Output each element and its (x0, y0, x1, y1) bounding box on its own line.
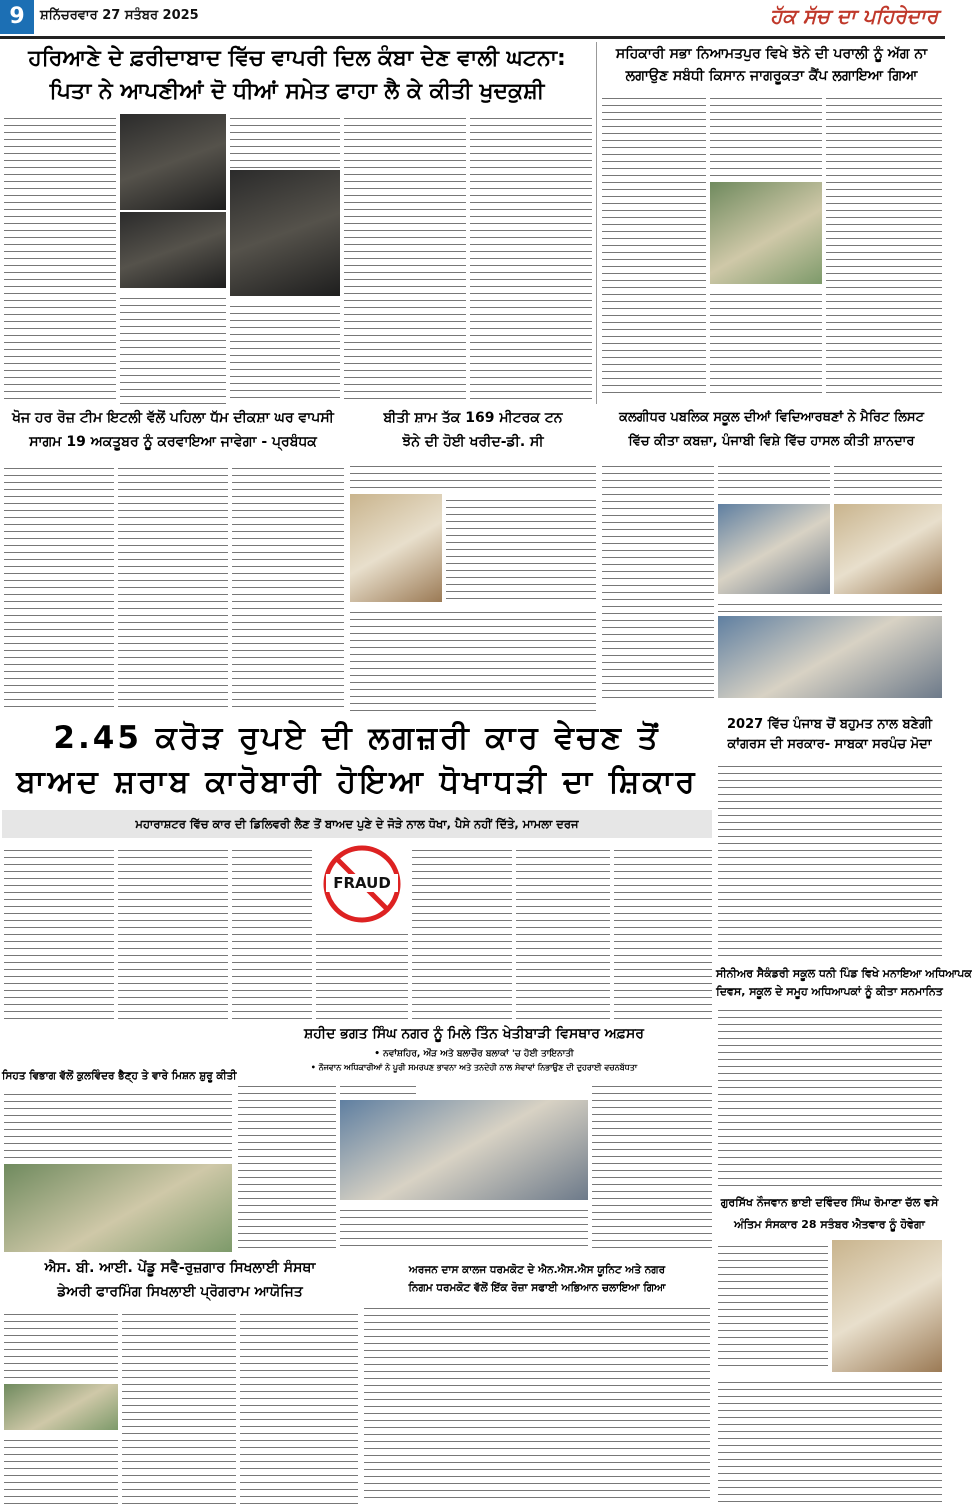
headline-faridabad-2: ਪਿਤਾ ਨੇ ਆਪਣੀਆਂ ਦੋ ਧੀਆਂ ਸਮੇਤ ਫਾਹਾ ਲੈ ਕੇ ਕੀਤੀ ਖੁਦਕੁਸ਼ੀ (49, 79, 545, 104)
page-date: ਸ਼ਨਿੱਚਰਵਾਰ 27 ਸਤੰਬਰ 2025 (40, 8, 199, 23)
article-body-car-col7 (614, 844, 712, 1020)
fraud-stamp-label: FRAUD (326, 874, 398, 892)
article-intro-paddy (350, 460, 596, 490)
article-body-diksha-col3 (232, 462, 344, 712)
article-body-sbi-col3 (240, 1308, 358, 1504)
photo-drugs-awareness (4, 1164, 232, 1252)
headline-luxury-car-2: ਬਾਅਦ ਸ਼ਰਾਬ ਕਾਰੋਬਾਰੀ ਹੋਇਆ ਧੋਖਾਧੜੀ ਦਾ ਸ਼ਿਕਾਰ (16, 764, 698, 800)
article-body-kalgidhar-col3 (834, 460, 942, 500)
article-body-paddy-col1 (446, 494, 596, 602)
headline-nss-2: ਨਿਗਮ ਧਰਮਕੋਟ ਵੱਲੋਂ ਇੱਕ ਰੋਜ਼ਾ ਸਫਾਈ ਅਭਿਆਨ ਚਲਾਇਆ ਗਿਆ (408, 1282, 666, 1294)
article-body-faridabad-col3 (230, 112, 340, 168)
article-body-kalgidhar-col2 (718, 460, 830, 500)
fraud-stamp (316, 844, 408, 924)
headline-sbi-2: ਡੇਅਰੀ ਫਾਰਮਿੰਗ ਸਿਖਲਾਈ ਪ੍ਰੋਗਰਾਮ ਆਯੋਜਿਤ (57, 1284, 303, 1300)
headline-kalgidhar-2: ਵਿੱਚ ਕੀਤਾ ਕਬਜ਼ਾ, ਪੰਜਾਬੀ ਵਿਸ਼ੇ ਵਿੱਚ ਹਾਸਲ ਕੀਤੀ ਸ਼ਾਨਦਾਰ (628, 434, 915, 449)
headline-cooperative-1: ਸਹਿਕਾਰੀ ਸਭਾ ਨਿਆਮਤਪੁਰ ਵਿਖੇ ਝੋਨੇ ਦੀ ਪਰਾਲੀ ਨੂੰ ਅੱਗ ਨਾ (615, 46, 928, 62)
headline-diksha-1: ਖੋਜ ਹਰ ਰੋਜ਼ ਟੀਮ ਇਟਲੀ ਵੱਲੋਂ ਪਹਿਲਾ ਧੱਮ ਦੀਕਸ਼ਾ ਘਰ ਵਾਪਸੀ (12, 410, 334, 426)
article-body-sbi-col2 (122, 1308, 236, 1504)
article-body-faridabad-col1 (4, 112, 116, 404)
article-body-officers-col3 (340, 1204, 588, 1252)
article-body-cooperative-col2b (710, 288, 822, 394)
photo-kalgidhar-student-1 (718, 504, 830, 594)
headline-luxury-car-1: 2.45 ਕਰੋੜ ਰੁਪਏ ਦੀ ਲਗਜ਼ਰੀ ਕਾਰ ਵੇਚਣ ਤੋਂ (53, 720, 661, 756)
article-body-obituary-col1 (718, 1240, 828, 1372)
article-body-drugs-awareness (4, 1088, 232, 1160)
headline-faridabad-1: ਹਰਿਆਣੇ ਦੇ ਫ਼ਰੀਦਾਬਾਦ ਵਿੱਚ ਵਾਪਰੀ ਦਿਲ ਕੰਬਾ ਦੇਣ ਵਾਲੀ ਘਟਨਾ: (28, 46, 566, 71)
masthead-logo: ਹੱਕ ਸੱਚ ਦਾ ਪਹਿਰੇਦਾਰ (770, 4, 938, 28)
headline-obituary-2: ਅੰਤਿਮ ਸੰਸਕਾਰ 28 ਸਤੰਬਰ ਐਤਵਾਰ ਨੂੰ ਹੋਵੇਗਾ (734, 1218, 925, 1231)
headline-officers: ਸ਼ਹੀਦ ਭਗਤ ਸਿੰਘ ਨਗਰ ਨੂੰ ਮਿਲੇ ਤਿੰਨ ਖੇਤੀਬਾੜੀ ਵਿਸਥਾਰ ਅਫ਼ਸਰ (303, 1026, 644, 1042)
subhead-officers-2: • ਨੌਜਵਾਨ ਅਧਿਕਾਰੀਆਂ ਨੇ ਪੂਰੀ ਸਮਰਪਣ ਭਾਵਨਾ ਅਤੇ ਤਨਦੇਹੀ ਨਾਲ ਸੇਵਾਵਾਂ ਨਿਭਾਉਣ ਦੀ ਦੁਹਰਾਈ ਵਚਨਬੱਧਤਾ (310, 1063, 638, 1072)
article-body-diksha-col1 (4, 462, 114, 712)
photo-faridabad-car (120, 212, 226, 288)
subhead-luxury-car: ਮਹਾਰਾਸ਼ਟਰ ਵਿੱਚ ਕਾਰ ਦੀ ਡਿਲਿਵਰੀ ਲੈਣ ਤੋਂ ਬਾਅਦ ਪੁਣੇ ਦੇ ਜੋੜੇ ਨਾਲ ਧੋਖਾ, ਪੈਸੇ ਨਹੀਂ ਦਿੱਤੇ, ਮਾਮਲਾ ਦਰਜ (135, 817, 579, 831)
headline-obituary-1: ਗੁਰਸਿੱਖ ਨੌਜਵਾਨ ਭਾਈ ਦਵਿੰਦਰ ਸਿੰਘ ਰੋਮਾਣਾ ਚੱਲ ਵਸੇ (720, 1196, 939, 1209)
headline-drugs-awareness: ਸਿਹਤ ਵਿਭਾਗ ਵੱਲੋਂ ਕੁਲਵਿੰਦਰ ਭੈਣ੍ਹ ਤੇ ਵਾਰੇ ਮਿਸ਼ਨ ਸ਼ੁਰੂ ਕੀਤੀ (2, 1070, 237, 1082)
headline-punjab-2027-2: ਕਾਂਗਰਸ ਦੀ ਸਰਕਾਰ- ਸਾਬਕਾ ਸਰਪੰਚ ਮੋਦਾ (727, 737, 932, 752)
article-body-officers-col1 (238, 1080, 336, 1252)
article-body-paddy-col2 (350, 606, 596, 712)
article-body-nss (364, 1302, 710, 1504)
article-body-faridabad-col5 (470, 112, 592, 404)
article-body-senior-school (718, 1004, 942, 1188)
article-body-faridabad-col3b (230, 300, 340, 404)
article-body-faridabad-col2 (120, 292, 226, 404)
header-rule (0, 36, 945, 39)
photo-cooperative-camp (710, 182, 822, 284)
photo-sbi (4, 1384, 118, 1430)
page-number: 9 (0, 0, 34, 34)
headline-punjab-2027-1: 2027 ਵਿੱਚ ਪੰਜਾਬ ਚੋਂ ਬਹੁਮਤ ਨਾਲ ਬਣੇਗੀ (726, 717, 933, 732)
article-body-car-col2 (118, 844, 228, 1020)
headline-senior-school-1: ਸੀਨੀਅਰ ਸੈਕੰਡਰੀ ਸਕੂਲ ਧਨੀ ਪਿੰਡ ਵਿਖੇ ਮਨਾਇਆ ਅਧਿਆਪਕ (716, 967, 972, 980)
headline-kalgidhar-1: ਕਲਗੀਧਰ ਪਬਲਿਕ ਸਕੂਲ ਦੀਆਂ ਵਿਦਿਆਰਥਣਾਂ ਨੇ ਮੈਰਿਟ ਲਿਸਟ (619, 410, 924, 425)
photo-obituary-card (832, 1240, 942, 1372)
subhead-officers-1: • ਨਵਾਂਸ਼ਹਿਰ, ਔੜ ਅਤੇ ਬਲਾਚੌਰ ਬਲਾਕਾਂ 'ਚ ਹੋਈ ਤਾਇਨਾਤੀ (374, 1049, 574, 1059)
article-body-officers-col4 (592, 1080, 712, 1252)
article-body-punjab-2027 (718, 760, 942, 960)
photo-kalgidhar-group (718, 616, 942, 698)
article-body-officers-col2 (340, 1080, 416, 1096)
headline-diksha-2: ਸਾਗਮ 19 ਅਕਤੂਬਰ ਨੂੰ ਕਰਵਾਇਆ ਜਾਵੇਗਾ - ਪ੍ਰਬੰਧਕ (29, 434, 317, 450)
article-body-faridabad-col4 (344, 112, 466, 404)
column-divider (596, 42, 597, 404)
headline-paddy-2: ਝੋਨੇ ਦੀ ਹੋਈ ਖਰੀਦ-ਡੀ. ਸੀ (402, 434, 544, 450)
article-body-car-col5 (412, 844, 512, 1020)
article-body-sbi-col1 (4, 1308, 118, 1380)
headline-senior-school-2: ਦਿਵਸ, ਸਕੂਲ ਦੇ ਸਮੂਹ ਅਧਿਆਪਕਾਂ ਨੂੰ ਕੀਤਾ ਸਨਮਾਨਿਤ (716, 985, 943, 998)
article-body-car-col4 (316, 928, 408, 1020)
photo-kalgidhar-student-2 (834, 504, 942, 594)
headline-cooperative-2: ਲਗਾਉਣ ਸਬੰਧੀ ਕਿਸਾਨ ਜਾਗਰੂਕਤਾ ਕੈਂਪ ਲਗਾਇਆ ਗਿਆ (625, 68, 918, 84)
article-body-car-col6 (516, 844, 610, 1020)
photo-officers (340, 1100, 588, 1200)
headline-nss-1: ਅਰਜਨ ਦਾਸ ਕਾਲਜ ਧਰਮਕੋਟ ਦੇ ਐਨ.ਐਸ.ਐਸ ਯੂਨਿਟ ਅਤੇ ਨਗਰ (408, 1264, 666, 1276)
photo-faridabad-house (120, 114, 226, 210)
article-body-kalgidhar-col1 (602, 460, 714, 702)
article-body-diksha-col2 (118, 462, 228, 712)
headline-sbi-1: ਐਸ. ਬੀ. ਆਈ. ਪੇਂਡੂ ਸਵੈ-ਰੁਜ਼ਗਾਰ ਸਿਖਲਾਈ ਸੰਸਥਾ (44, 1260, 316, 1276)
article-body-cooperative-col3 (826, 92, 942, 394)
photo-faridabad-scene (230, 170, 340, 296)
article-body-car-col1 (4, 844, 114, 1020)
headline-paddy-1: ਬੀਤੀ ਸ਼ਾਮ ਤੱਕ 169 ਮੀਟਰਕ ਟਨ (383, 410, 563, 426)
photo-dc-portrait (350, 494, 442, 602)
article-body-cooperative-col1 (602, 92, 706, 394)
article-body-car-col3 (232, 844, 312, 1020)
article-body-sbi-col1b (4, 1434, 118, 1504)
article-body-obituary-col2 (718, 1376, 942, 1504)
article-body-cooperative-col2 (710, 92, 822, 180)
